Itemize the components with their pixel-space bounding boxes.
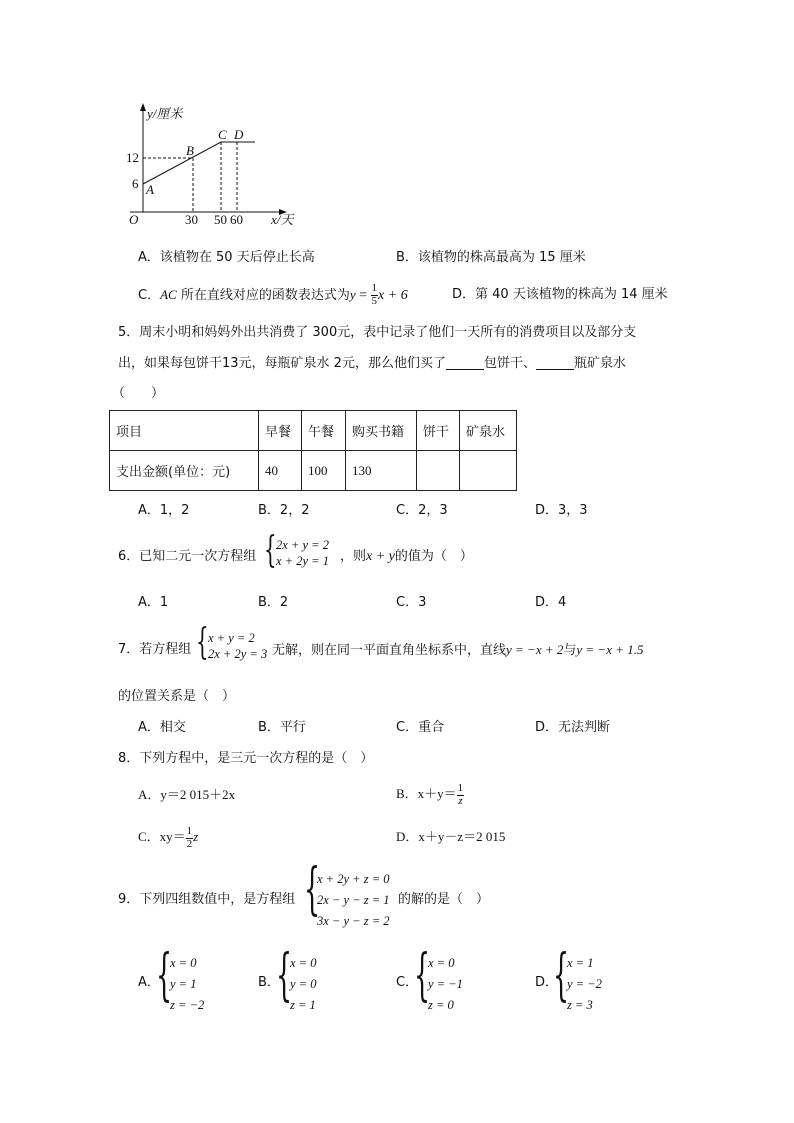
q7-option-b[interactable]: B．平行 xyxy=(258,720,306,735)
q8-option-a[interactable]: A．y＝2 015＋2x xyxy=(138,787,236,802)
q9-option-x: x = 0 xyxy=(290,956,317,970)
q6-option-a[interactable]: A．1 xyxy=(138,595,169,610)
q9-eq2: 2x − y − z = 1 xyxy=(317,893,390,907)
fraction-numerator: 1 xyxy=(186,824,193,837)
q9-option-system xyxy=(170,953,204,1016)
brace-icon: { xyxy=(276,943,293,1008)
q8-option-b-fraction xyxy=(457,783,465,807)
q5-option-b[interactable]: B．2，2 xyxy=(258,503,310,518)
q4-option-b[interactable]: B．该植物的株高最高为 15 厘米 xyxy=(396,250,586,265)
table-cell[interactable] xyxy=(460,451,517,491)
table-row xyxy=(110,411,517,451)
point-d-label: D xyxy=(234,127,244,142)
table-cell: 项目 xyxy=(110,411,259,451)
q8-option-b-prefix: B．x＋y＝ xyxy=(396,786,457,801)
x-axis-label: x/天 xyxy=(271,212,294,227)
table-cell: 100 xyxy=(302,451,346,491)
q7-line2: y = −x + 1.5 xyxy=(576,642,644,657)
brace-icon: { xyxy=(414,943,431,1008)
q4-option-c-eq: = xyxy=(355,288,371,303)
y-axis-label: y/厘米 xyxy=(147,106,183,121)
q4-option-c-ac: AC xyxy=(160,287,177,302)
brace-icon: { xyxy=(553,943,570,1008)
q6-brace: { xyxy=(264,530,277,571)
q9-option-label: C． xyxy=(396,975,419,990)
y-tick-6: 6 xyxy=(132,176,139,191)
x-tick-50: 50 xyxy=(214,212,227,227)
q4-option-a[interactable]: A．该植物在 50 天后停止长高 xyxy=(138,250,315,265)
q7-system xyxy=(208,630,267,662)
q7-line2-text: 的位置关系是（ ） xyxy=(118,689,236,704)
x-tick-60: 60 xyxy=(230,212,243,227)
q4-option-c-fraction xyxy=(371,283,379,307)
table-cell: 130 xyxy=(346,451,417,491)
q9-option-z: z = 1 xyxy=(290,998,316,1012)
q5-option-c[interactable]: C．2，3 xyxy=(396,503,448,518)
q7-option-a[interactable]: A．相交 xyxy=(138,720,186,735)
q4-option-c-text: 所在直线对应的函数表达式为 xyxy=(176,288,350,303)
q9-option-x: x = 1 xyxy=(567,956,594,970)
q6-suffix-a: ，则 xyxy=(340,549,367,564)
table-cell: 午餐 xyxy=(302,411,346,451)
q7-eq1: x + y = 2 xyxy=(208,631,255,645)
q9-option-system xyxy=(290,953,316,1016)
q6-prefix: 6．已知二元一次方程组 xyxy=(118,549,257,564)
q6-option-c[interactable]: C．3 xyxy=(396,595,427,610)
point-a-label: A xyxy=(146,182,154,197)
y-axis-arrow xyxy=(140,103,146,111)
table-cell: 购买书籍 xyxy=(346,411,417,451)
q5-blank-water[interactable] xyxy=(536,357,574,370)
table-cell[interactable] xyxy=(417,451,460,491)
q7-prefix: 7．若方程组 xyxy=(118,642,192,657)
growth-line xyxy=(143,142,255,184)
table-cell: 矿泉水 xyxy=(460,411,517,451)
q5-line2-part-b: 包饼干、 xyxy=(483,356,536,371)
point-c-label: C xyxy=(218,127,227,142)
q9-system xyxy=(317,869,390,932)
q6-eq2: x + 2y = 1 xyxy=(276,554,329,568)
q7-mid xyxy=(272,643,644,657)
q8-option-b[interactable] xyxy=(396,780,464,808)
q7-line1: y = −x + 2 xyxy=(506,642,564,657)
q5-option-a[interactable]: A．1，2 xyxy=(138,503,190,518)
q9-eq3: 3x − y − z = 2 xyxy=(317,914,390,928)
table-row xyxy=(110,451,517,491)
expense-table xyxy=(109,410,517,491)
q8-option-d[interactable]: D．x＋y－z＝2 015 xyxy=(396,829,506,844)
q6-option-d[interactable]: D．4 xyxy=(535,595,567,610)
q5-line2-part-c: 瓶矿泉水 xyxy=(573,356,626,371)
q6-eq1: 2x + y = 2 xyxy=(276,538,329,552)
q9-option-z: z = 0 xyxy=(428,998,454,1012)
q9-option-x: x = 0 xyxy=(428,956,455,970)
q6-expr: x + y xyxy=(366,549,395,564)
q9-option-label: D． xyxy=(535,975,559,990)
brace-icon: { xyxy=(156,943,173,1008)
q4-option-c-y: y xyxy=(349,287,356,302)
q5-paren: （ ） xyxy=(112,386,165,401)
q4-option-c[interactable] xyxy=(138,281,408,310)
origin-label: O xyxy=(129,212,139,227)
q9-option-y: y = 0 xyxy=(290,977,317,991)
q9-option-z: z = 3 xyxy=(567,998,593,1012)
q6-suffix-b: 的值为（ ） xyxy=(394,549,473,564)
q8-option-c[interactable] xyxy=(138,823,198,851)
q6-option-b[interactable]: B．2 xyxy=(258,595,289,610)
q4-option-d[interactable]: D．第 40 天该植物的株高为 14 厘米 xyxy=(452,287,668,302)
q7-mid-text: 无解，则在同一平面直角坐标系中，直线 xyxy=(272,643,507,658)
q9-option-y: y = −1 xyxy=(428,977,463,991)
q7-option-c[interactable]: C．重合 xyxy=(396,720,445,735)
q9-eq1: x + 2y + z = 0 xyxy=(317,872,390,886)
x-tick-30: 30 xyxy=(185,212,198,227)
point-b-label: B xyxy=(186,143,194,158)
y-tick-12: 12 xyxy=(126,150,139,165)
q9-option-y: y = −2 xyxy=(567,977,602,991)
q9-suffix: 的解的是（ ） xyxy=(398,892,490,907)
q8-option-c-prefix: C．xy＝ xyxy=(138,829,186,844)
q9-option-system xyxy=(567,953,602,1016)
q5-option-d[interactable]: D．3，3 xyxy=(535,503,588,518)
q9-option-z: z = −2 xyxy=(170,998,205,1012)
q5-stem-line2 xyxy=(118,357,626,370)
q9-option-label: B． xyxy=(258,975,280,990)
fraction-numerator: 1 xyxy=(371,282,378,295)
table-cell: 支出金额(单位：元) xyxy=(110,451,259,491)
fraction-numerator: 1 xyxy=(457,781,464,794)
table-cell: 早餐 xyxy=(259,411,302,451)
q9-option-system xyxy=(428,953,463,1016)
q5-blank-biscuits[interactable] xyxy=(446,357,484,370)
q7-and: 与 xyxy=(563,643,577,658)
fraction-denominator: 5 xyxy=(371,295,378,307)
q9-option-x: x = 0 xyxy=(170,956,197,970)
q6-suffix xyxy=(340,550,473,564)
q4-option-c-tail: x + 6 xyxy=(378,288,408,303)
q4-option-c-prefix: C． xyxy=(138,288,161,303)
q9-prefix: 9．下列四组数值中，是方程组 xyxy=(118,892,296,907)
q9-option-label: A． xyxy=(138,975,160,990)
q8-option-c-tail: z xyxy=(193,829,199,844)
q7-brace: { xyxy=(196,622,209,663)
fraction-denominator: 2 xyxy=(186,837,193,850)
growth-graph xyxy=(120,100,320,230)
q7-eq2: 2x + 2y = 3 xyxy=(208,647,268,661)
fraction-denominator: z xyxy=(458,794,463,807)
q9-brace: { xyxy=(304,857,321,922)
table-cell: 40 xyxy=(259,451,302,491)
table-cell: 饼干 xyxy=(417,411,460,451)
q5-line2-part-a: 出，如果每包饼干13元，每瓶矿泉水 2元，那么他们买了 xyxy=(118,356,446,371)
q8-stem: 8．下列方程中，是三元一次方程的是（ ） xyxy=(118,751,374,766)
q9-option-y: y = 1 xyxy=(170,977,197,991)
q7-option-d[interactable]: D．无法判断 xyxy=(535,720,611,735)
q6-system xyxy=(276,537,329,569)
q5-stem-line1: 5．周末小明和妈妈外出共消费了 300元，表中记录了他们一天所有的消费项目以及部分支 xyxy=(118,325,637,340)
